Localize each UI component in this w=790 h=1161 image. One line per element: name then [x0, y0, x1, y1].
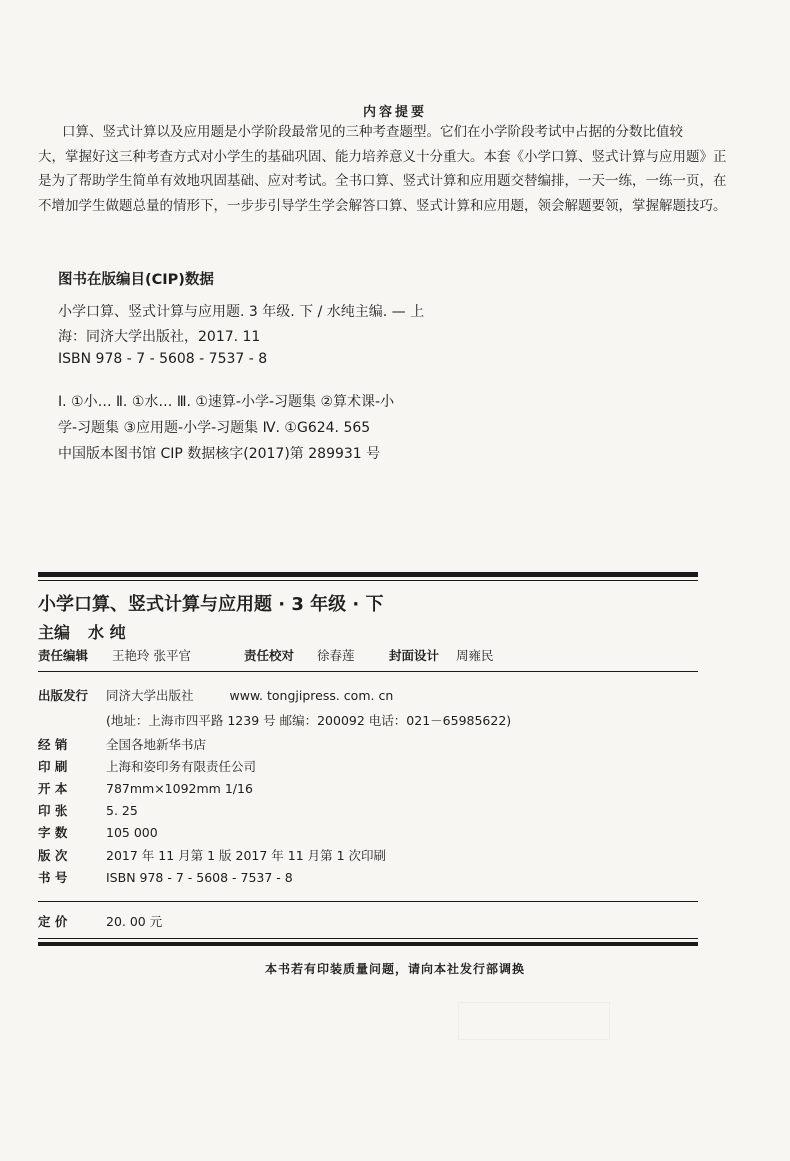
- words-row: [38, 823, 158, 841]
- edition-row: [38, 846, 386, 864]
- sheets-label: 印 张: [38, 803, 68, 818]
- isbn-label: 书 号: [38, 870, 68, 885]
- proofreader-label: 责任校对: [244, 648, 295, 663]
- quality-notice: 本书若有印装质量问题，请向本社发行部调换: [264, 962, 525, 976]
- chief-editor-label: 主编: [38, 623, 71, 642]
- proofreader-name: 徐春莲: [317, 648, 355, 663]
- format-label: 开 本: [38, 781, 68, 796]
- show-through-stamp: [458, 1002, 610, 1040]
- cip-heading: 图书在版编目(CIP)数据: [58, 272, 214, 288]
- isbn-row: [38, 868, 293, 886]
- publisher-url: www. tongjipress. com. cn: [229, 688, 394, 703]
- printer-label: 印 刷: [38, 759, 68, 774]
- credits-rule: [38, 671, 698, 672]
- cip-line: 海：同济大学出版社，2017. 11: [58, 329, 261, 345]
- summary-line: 是为了帮助学生简单有效地巩固基础、应对考试。全书口算、竖式计算和应用题交替编排，一天一练，一练一页，在: [38, 173, 727, 189]
- top-thick-rule: [38, 572, 698, 577]
- price-row: [38, 912, 162, 930]
- publisher-label: 出版发行: [38, 688, 89, 703]
- cip-line: 中国版本图书馆 CIP 数据核字(2017)第 289931 号: [58, 446, 381, 462]
- summary-line: 大，掌握好这三种考查方式对小学生的基础巩固、能力培养意义十分重大。本套《小学口算、竖式计算与应用题》正: [38, 148, 727, 165]
- price-value: 20. 00 元: [106, 914, 163, 929]
- responsible-editor-names: 王艳玲 张平官: [112, 648, 191, 663]
- distributor-label: 经 销: [38, 737, 68, 752]
- cover-design-label: 封面设计: [389, 648, 440, 663]
- edition-label: 版 次: [38, 848, 68, 863]
- price-rule: [38, 901, 698, 902]
- publisher-name: 同济大学出版社: [106, 688, 194, 703]
- format-value: 787mm×1092mm 1/16: [106, 781, 253, 796]
- summary-line: 口算、竖式计算以及应用题是小学阶段最常见的三种考查题型。它们在小学阶段考试中占据的分数比值较: [62, 124, 683, 140]
- printer-value: 上海和姿印务有限责任公司: [106, 759, 257, 774]
- cip-line: 小学口算、竖式计算与应用题. 3 年级. 下 / 水纯主编. — 上: [58, 304, 425, 320]
- words-label: 字 数: [38, 825, 68, 840]
- chief-editor-name: 水 纯: [88, 623, 126, 642]
- format-row: [38, 779, 253, 797]
- price-label: 定 价: [38, 914, 68, 929]
- bottom-thick-rule: [38, 942, 698, 946]
- summary-line: 不增加学生做题总量的情形下，一步步引导学生学会解答口算、竖式计算和应用题，领会解题要领，掌握解题技巧。: [38, 197, 727, 214]
- chief-editor-line: [38, 620, 126, 643]
- book-title: 小学口算、竖式计算与应用题 · 3 年级 · 下: [38, 594, 384, 615]
- summary-title: 内容提要: [362, 105, 427, 120]
- cip-line: ISBN 978 - 7 - 5608 - 7537 - 8: [58, 351, 268, 367]
- words-value: 105 000: [106, 825, 158, 840]
- distributor-value: 全国各地新华书店: [106, 737, 207, 752]
- top-thin-rule: [38, 580, 698, 581]
- summary-body: [38, 120, 750, 218]
- bottom-thin-rule: [38, 938, 698, 939]
- sheets-row: [38, 801, 138, 819]
- printer-row: [38, 757, 256, 775]
- responsible-editor-label: 责任编辑: [38, 648, 89, 663]
- address-row: (地址：上海市四平路 1239 号 邮编：200092 电话：021－65985622): [106, 713, 512, 728]
- sheets-value: 5. 25: [106, 803, 138, 818]
- publisher-row: [38, 686, 393, 704]
- cip-line: Ⅰ. ①小… Ⅱ. ①水… Ⅲ. ①速算-小学-习题集 ②算术课-小: [58, 394, 395, 410]
- cover-designer-name: 周雍民: [456, 648, 494, 663]
- cip-line: 学-习题集 ③应用题-小学-习题集 Ⅳ. ①G624. 565: [58, 420, 371, 436]
- distributor-row: [38, 735, 206, 753]
- isbn-value: ISBN 978 - 7 - 5608 - 7537 - 8: [106, 870, 293, 885]
- edition-value: 2017 年 11 月第 1 版 2017 年 11 月第 1 次印刷: [106, 848, 387, 863]
